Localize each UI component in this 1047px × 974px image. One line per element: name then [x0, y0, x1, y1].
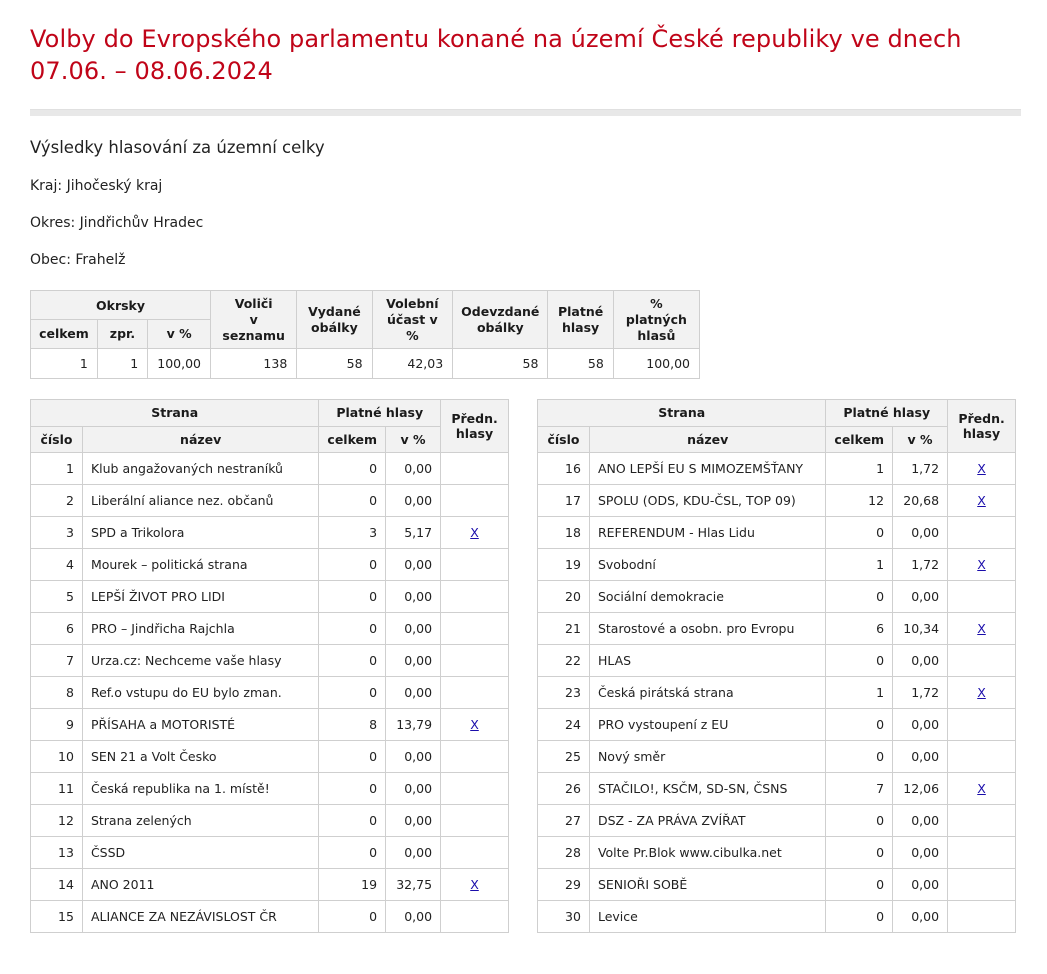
table-row — [538, 709, 1016, 741]
parties-right-group-header-row — [538, 400, 1016, 427]
preferential-votes-link[interactable]: X — [470, 717, 479, 733]
party-votes-percent: 0,00 — [386, 773, 441, 805]
party-number: 20 — [538, 581, 590, 613]
party-name: HLAS — [589, 645, 825, 677]
party-votes-total: 0 — [319, 613, 386, 645]
preferential-votes-link[interactable]: X — [977, 685, 986, 701]
table-row — [538, 677, 1016, 709]
party-votes-total: 0 — [319, 645, 386, 677]
summary-header-volici-line1: Voliči — [234, 296, 273, 312]
party-votes-percent: 0,00 — [893, 837, 948, 869]
party-number: 15 — [31, 901, 83, 933]
summary-header-okrsky-zpr: zpr. — [97, 320, 147, 349]
party-votes-percent: 0,00 — [386, 645, 441, 677]
parties-right-header-strana: Strana — [538, 400, 826, 427]
party-number: 18 — [538, 517, 590, 549]
parties-right-header-nazev: název — [589, 426, 825, 453]
party-votes-total: 8 — [319, 709, 386, 741]
party-number: 22 — [538, 645, 590, 677]
party-number: 1 — [31, 453, 83, 485]
party-name: Ref.o vstupu do EU bylo zman. — [82, 677, 318, 709]
party-votes-percent: 0,00 — [386, 613, 441, 645]
table-row — [538, 581, 1016, 613]
party-number: 27 — [538, 805, 590, 837]
table-row — [31, 805, 509, 837]
party-votes-percent: 0,00 — [386, 837, 441, 869]
table-row — [538, 517, 1016, 549]
parties-right-predn-line1: Předn. — [958, 410, 1005, 426]
party-votes-total: 0 — [319, 453, 386, 485]
party-votes-percent: 0,00 — [893, 581, 948, 613]
party-votes-percent: 1,72 — [893, 677, 948, 709]
party-votes-percent: 0,00 — [893, 869, 948, 901]
preferential-votes-cell — [441, 453, 509, 485]
party-votes-total: 0 — [826, 581, 893, 613]
summary-header-vydane — [297, 291, 372, 349]
party-votes-total: 0 — [826, 517, 893, 549]
party-votes-total: 7 — [826, 773, 893, 805]
parties-left-header-vproc: v % — [386, 426, 441, 453]
table-row — [538, 901, 1016, 933]
parties-right-predn-line2: hlasy — [962, 426, 1001, 442]
summary-data-row — [31, 349, 700, 379]
preferential-votes-cell — [441, 901, 509, 933]
party-name: Strana zelených — [82, 805, 318, 837]
party-number: 24 — [538, 709, 590, 741]
preferential-votes-cell[interactable] — [948, 677, 1016, 709]
table-row — [31, 901, 509, 933]
party-votes-total: 19 — [319, 869, 386, 901]
party-votes-percent: 0,00 — [893, 645, 948, 677]
party-name: ANO LEPŠÍ EU S MIMOZEMŠŤANY — [589, 453, 825, 485]
party-name: PRO vystoupení z EU — [589, 709, 825, 741]
party-votes-total: 0 — [319, 805, 386, 837]
party-votes-percent: 1,72 — [893, 549, 948, 581]
table-row — [31, 485, 509, 517]
table-row — [538, 773, 1016, 805]
summary-header-odevzdane-line1: Odevzdané — [461, 304, 540, 320]
summary-header-okrsky-vproc: v % — [148, 320, 211, 349]
parties-left-header-celkem: celkem — [319, 426, 386, 453]
party-votes-total: 0 — [319, 901, 386, 933]
party-number: 28 — [538, 837, 590, 869]
summary-header-volici-line2: v seznamu — [222, 311, 285, 343]
party-votes-total: 0 — [826, 805, 893, 837]
party-number: 10 — [31, 741, 83, 773]
party-name: Volte Pr.Blok www.cibulka.net — [589, 837, 825, 869]
party-name: STAČILO!, KSČM, SD-SN, ČSNS — [589, 773, 825, 805]
party-number: 21 — [538, 613, 590, 645]
summary-group-okrsky: Okrsky — [31, 291, 211, 320]
party-name: PŘÍSAHA a MOTORISTÉ — [82, 709, 318, 741]
summary-value-vydane: 58 — [297, 349, 372, 379]
preferential-votes-cell — [441, 549, 509, 581]
party-name: Liberální aliance nez. občanů — [82, 485, 318, 517]
party-votes-percent: 0,00 — [893, 741, 948, 773]
municipality-line: Obec: Frahelž — [30, 252, 126, 269]
parties-left-predn-line2: hlasy — [455, 426, 494, 442]
summary-value-okrsky-vproc: 100,00 — [148, 349, 211, 379]
party-votes-total: 0 — [319, 677, 386, 709]
summary-header-odevzdane — [453, 291, 548, 349]
parties-left-predn-line1: Předn. — [451, 410, 498, 426]
summary-header-vydane-line1: Vydané — [308, 304, 361, 320]
preferential-votes-link[interactable]: X — [470, 877, 479, 893]
party-name: Nový směr — [589, 741, 825, 773]
party-votes-total: 1 — [826, 549, 893, 581]
party-votes-percent: 1,72 — [893, 453, 948, 485]
summary-header-platne-line1: Platné — [557, 304, 604, 320]
party-number: 5 — [31, 581, 83, 613]
table-row — [31, 549, 509, 581]
preferential-votes-link[interactable]: X — [977, 493, 986, 509]
preferential-votes-link[interactable]: X — [977, 557, 986, 573]
party-name: ČSSD — [82, 837, 318, 869]
parties-left-header-predn-hlasy — [441, 400, 509, 453]
party-votes-total: 0 — [826, 837, 893, 869]
party-votes-percent: 0,00 — [386, 741, 441, 773]
party-name: Urza.cz: Nechceme vaše hlasy — [82, 645, 318, 677]
party-number: 30 — [538, 901, 590, 933]
party-number: 17 — [538, 485, 590, 517]
party-name: REFERENDUM - Hlas Lidu — [589, 517, 825, 549]
party-votes-percent: 0,00 — [386, 901, 441, 933]
parties-left-group-header-row — [31, 400, 509, 427]
party-number: 14 — [31, 869, 83, 901]
party-votes-percent: 20,68 — [893, 485, 948, 517]
party-name: ANO 2011 — [82, 869, 318, 901]
party-votes-total: 3 — [319, 517, 386, 549]
party-name: Svobodní — [589, 549, 825, 581]
parties-left-header-strana: Strana — [31, 400, 319, 427]
summary-value-okrsky-zpr: 1 — [97, 349, 147, 379]
party-name: Česká republika na 1. místě! — [82, 773, 318, 805]
party-number: 19 — [538, 549, 590, 581]
parties-right-header-cislo: číslo — [538, 426, 590, 453]
summary-value-ucast: 42,03 — [372, 349, 453, 379]
party-votes-total: 0 — [319, 581, 386, 613]
parties-right-header-predn-hlasy — [948, 400, 1016, 453]
preferential-votes-cell — [441, 581, 509, 613]
section-title: Výsledky hlasování za územní celky — [30, 138, 325, 158]
preferential-votes-link[interactable]: X — [977, 781, 986, 797]
table-row — [31, 613, 509, 645]
summary-header-vydane-line2: obálky — [311, 319, 358, 335]
summary-header-volici — [211, 291, 297, 349]
parties-table-right — [537, 399, 1016, 933]
table-row — [538, 805, 1016, 837]
preferential-votes-cell[interactable] — [948, 549, 1016, 581]
preferential-votes-cell — [948, 869, 1016, 901]
summary-value-okrsky-celkem: 1 — [31, 349, 98, 379]
party-number: 3 — [31, 517, 83, 549]
summary-header-platne-line2: hlasy — [561, 319, 600, 335]
table-row — [31, 773, 509, 805]
preferential-votes-cell[interactable] — [948, 613, 1016, 645]
party-votes-percent: 32,75 — [386, 869, 441, 901]
party-number: 26 — [538, 773, 590, 805]
party-votes-total: 1 — [826, 453, 893, 485]
parties-left-header-platne-hlasy: Platné hlasy — [319, 400, 441, 427]
table-row — [31, 709, 509, 741]
party-name: SPD a Trikolora — [82, 517, 318, 549]
party-votes-total: 0 — [319, 773, 386, 805]
summary-value-odevzdane: 58 — [453, 349, 548, 379]
preferential-votes-cell[interactable] — [948, 773, 1016, 805]
table-row — [31, 837, 509, 869]
summary-header-okrsky-celkem: celkem — [31, 320, 98, 349]
party-votes-total: 0 — [319, 549, 386, 581]
preferential-votes-cell — [948, 741, 1016, 773]
preferential-votes-cell — [948, 805, 1016, 837]
table-row — [31, 741, 509, 773]
preferential-votes-cell[interactable] — [441, 869, 509, 901]
preferential-votes-cell — [441, 837, 509, 869]
preferential-votes-cell — [948, 901, 1016, 933]
table-row — [538, 549, 1016, 581]
party-votes-total: 0 — [319, 837, 386, 869]
party-name: SPOLU (ODS, KDU-ČSL, TOP 09) — [589, 485, 825, 517]
preferential-votes-cell[interactable] — [948, 485, 1016, 517]
parties-right-header-platne-hlasy: Platné hlasy — [826, 400, 948, 427]
party-votes-percent: 0,00 — [386, 485, 441, 517]
preferential-votes-link[interactable]: X — [470, 525, 479, 541]
party-votes-percent: 0,00 — [893, 709, 948, 741]
table-row — [31, 869, 509, 901]
parties-right-header-vproc: v % — [893, 426, 948, 453]
summary-header-pct-line1: % platných — [625, 296, 687, 327]
preferential-votes-cell — [441, 677, 509, 709]
party-name: DSZ - ZA PRÁVA ZVÍŘAT — [589, 805, 825, 837]
summary-group-header-row — [31, 291, 700, 320]
party-number: 4 — [31, 549, 83, 581]
party-votes-percent: 0,00 — [386, 549, 441, 581]
party-votes-total: 0 — [826, 645, 893, 677]
summary-header-ucast-line1: Volební — [386, 296, 439, 312]
party-votes-percent: 0,00 — [386, 677, 441, 709]
preferential-votes-link[interactable]: X — [977, 461, 986, 477]
summary-table — [30, 290, 700, 379]
summary-value-platne: 58 — [548, 349, 613, 379]
table-row — [538, 837, 1016, 869]
party-number: 12 — [31, 805, 83, 837]
summary-header-pct-platnych — [613, 291, 699, 349]
party-votes-percent: 13,79 — [386, 709, 441, 741]
preferential-votes-cell[interactable] — [441, 709, 509, 741]
parties-left-header-nazev: název — [82, 426, 318, 453]
table-row — [31, 453, 509, 485]
party-name: LEPŠÍ ŽIVOT PRO LIDI — [82, 581, 318, 613]
preferential-votes-cell[interactable] — [441, 517, 509, 549]
party-name: Mourek – politická strana — [82, 549, 318, 581]
party-votes-total: 0 — [319, 485, 386, 517]
party-votes-total: 12 — [826, 485, 893, 517]
preferential-votes-cell — [441, 485, 509, 517]
party-votes-percent: 12,06 — [893, 773, 948, 805]
parties-right-body — [538, 453, 1016, 933]
party-votes-total: 0 — [826, 869, 893, 901]
table-row — [31, 645, 509, 677]
region-line: Kraj: Jihočeský kraj — [30, 178, 163, 195]
party-name: Starostové a osobn. pro Evropu — [589, 613, 825, 645]
preferential-votes-cell — [948, 837, 1016, 869]
party-number: 29 — [538, 869, 590, 901]
preferential-votes-link[interactable]: X — [977, 621, 986, 637]
table-row — [538, 485, 1016, 517]
district-line: Okres: Jindřichův Hradec — [30, 215, 204, 232]
table-row — [538, 453, 1016, 485]
party-votes-total: 1 — [826, 677, 893, 709]
summary-header-pct-line2: hlasů — [637, 327, 676, 343]
party-votes-total: 0 — [319, 741, 386, 773]
party-number: 7 — [31, 645, 83, 677]
party-number: 11 — [31, 773, 83, 805]
party-number: 25 — [538, 741, 590, 773]
party-votes-total: 6 — [826, 613, 893, 645]
page-title: Volby do Evropského parlamentu konané na území České republiky ve dnech 07.06. – 08.06.2024 — [30, 25, 962, 85]
preferential-votes-cell — [441, 805, 509, 837]
party-votes-percent: 0,00 — [386, 581, 441, 613]
preferential-votes-cell — [441, 613, 509, 645]
summary-value-pct-platnych: 100,00 — [613, 349, 699, 379]
table-row — [538, 645, 1016, 677]
party-name: SENIOŘI SOBĚ — [589, 869, 825, 901]
preferential-votes-cell — [441, 741, 509, 773]
party-votes-percent: 0,00 — [893, 805, 948, 837]
table-row — [31, 581, 509, 613]
parties-right-subheader-row — [538, 426, 1016, 453]
preferential-votes-cell — [441, 645, 509, 677]
summary-header-platne — [548, 291, 613, 349]
parties-table-left — [30, 399, 509, 933]
party-name: SEN 21 a Volt Česko — [82, 741, 318, 773]
party-votes-total: 0 — [826, 709, 893, 741]
party-name: PRO – Jindřicha Rajchla — [82, 613, 318, 645]
summary-header-ucast-line2: účast v % — [387, 311, 438, 343]
parties-left-subheader-row — [31, 426, 509, 453]
summary-header-odevzdane-line2: obálky — [476, 319, 524, 335]
party-number: 13 — [31, 837, 83, 869]
party-votes-percent: 5,17 — [386, 517, 441, 549]
summary-value-volici: 138 — [211, 349, 297, 379]
preferential-votes-cell — [948, 517, 1016, 549]
party-number: 8 — [31, 677, 83, 709]
table-row — [538, 741, 1016, 773]
parties-tables — [30, 399, 1021, 933]
preferential-votes-cell — [948, 581, 1016, 613]
party-votes-total: 0 — [826, 901, 893, 933]
preferential-votes-cell[interactable] — [948, 453, 1016, 485]
party-votes-percent: 0,00 — [893, 517, 948, 549]
party-votes-percent: 0,00 — [893, 901, 948, 933]
summary-table-wrap — [30, 290, 1021, 379]
party-number: 6 — [31, 613, 83, 645]
table-row — [31, 517, 509, 549]
title-divider — [30, 109, 1021, 116]
party-number: 23 — [538, 677, 590, 709]
table-row — [538, 613, 1016, 645]
parties-left-header-cislo: číslo — [31, 426, 83, 453]
party-votes-percent: 0,00 — [386, 805, 441, 837]
party-name: Česká pirátská strana — [589, 677, 825, 709]
preferential-votes-cell — [948, 645, 1016, 677]
party-name: Levice — [589, 901, 825, 933]
table-row — [31, 677, 509, 709]
party-votes-percent: 0,00 — [386, 453, 441, 485]
party-name: Klub angažovaných nestraníků — [82, 453, 318, 485]
party-number: 16 — [538, 453, 590, 485]
party-number: 2 — [31, 485, 83, 517]
table-row — [538, 869, 1016, 901]
preferential-votes-cell — [441, 773, 509, 805]
summary-header-ucast — [372, 291, 453, 349]
party-votes-total: 0 — [826, 741, 893, 773]
preferential-votes-cell — [948, 709, 1016, 741]
parties-right-header-celkem: celkem — [826, 426, 893, 453]
parties-left-body — [31, 453, 509, 933]
party-number: 9 — [31, 709, 83, 741]
party-name: Sociální demokracie — [589, 581, 825, 613]
party-votes-percent: 10,34 — [893, 613, 948, 645]
party-name: ALIANCE ZA NEZÁVISLOST ČR — [82, 901, 318, 933]
